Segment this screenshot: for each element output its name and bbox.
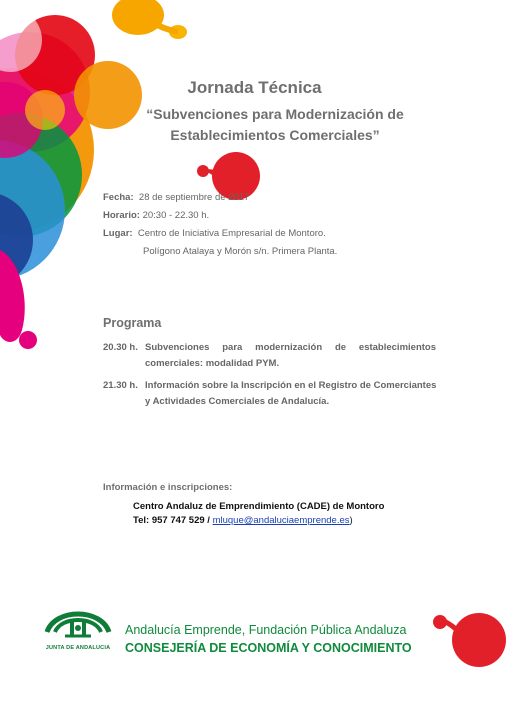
fecha-label: Fecha: [103,192,134,203]
lugar-line-1: Centro de Iniciativa Empresarial de Montoro. [137,228,326,239]
lugar-row [103,228,326,239]
contact-email-link[interactable]: mluque@andaluciaemprende.es [212,515,350,526]
junta-logo-text: JUNTA DE ANDALUCIA [45,645,111,651]
program-item-1-line-2: comerciales: modalidad PYM. [145,358,280,369]
fecha-value: 28 de septiembre de 2017 [138,192,250,203]
contact-suffix: ) [349,515,353,526]
program-item-2-line-2: y Actividades Comerciales de Andalucía. [145,396,330,407]
program-item-1-line-1: Subvenciones para modernización de establecimientos [145,342,436,353]
program-item-2 [145,378,440,410]
horario-label: Horario: [103,210,140,221]
event-subtitle [110,104,440,146]
horario-row [103,210,209,221]
footer-consejeria: CONSEJERÍA DE ECONOMÍA Y CONOCIMIENTO [125,641,412,655]
contact-org: Centro Andaluz de Emprendimiento (CADE) de Montoro [133,501,385,512]
lugar-label: Lugar: [103,228,133,239]
program-item-1-time: 20.30 h. [103,342,138,353]
junta-de-andalucia-logo-icon [43,602,113,644]
page-title: Jornada Técnica [187,78,322,97]
lugar-line-2: Polígono Atalaya y Morón s/n. Primera Planta. [143,246,338,257]
contact-phone-row [133,515,353,526]
program-item-1 [145,340,436,372]
horario-value: 20:30 - 22.30 h. [142,210,210,221]
subtitle-line-2: Establecimientos Comerciales” [170,127,380,143]
contact-phone: Tel: 957 747 529 / [133,515,213,526]
program-item-2-time: 21.30 h. [103,380,138,391]
footer-foundation: Andalucía Emprende, Fundación Pública Andaluza [125,623,407,637]
program-item-2-line-1: Información sobre la Inscripción en el Registro de Comerciantes [145,380,437,391]
subtitle-line-1: “Subvenciones para Modernización de [146,106,404,122]
contact-heading: Información e inscripciones: [103,482,233,493]
fecha-row [103,192,249,203]
programa-heading: Programa [103,316,162,330]
